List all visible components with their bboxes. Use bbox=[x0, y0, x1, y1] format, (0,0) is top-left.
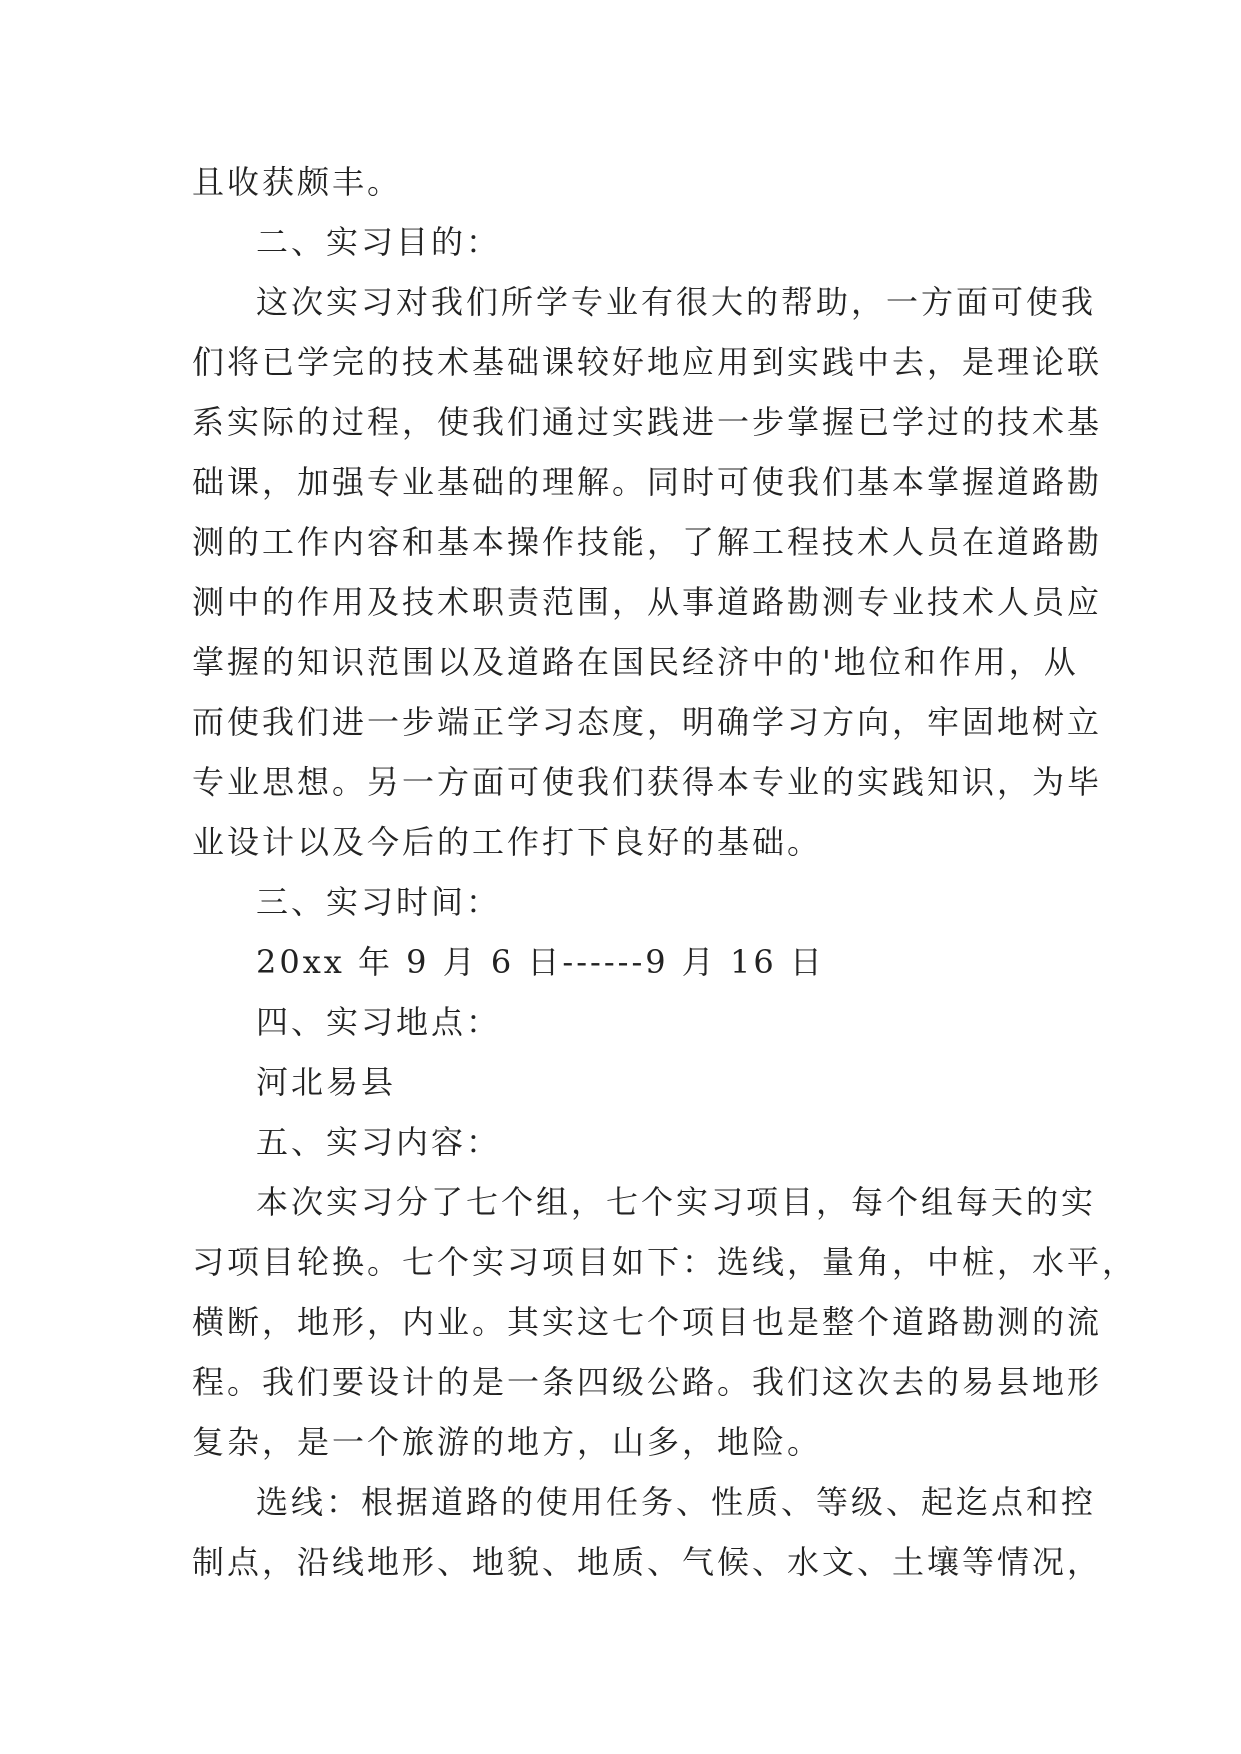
text-line: 程。我们要设计的是一条四级公路。我们这次去的易县地形 bbox=[192, 1363, 1103, 1401]
text-line: 选线：根据道路的使用任务、性质、等级、起迄点和控 bbox=[256, 1483, 1097, 1521]
text-line: 本次实习分了七个组，七个实习项目，每个组每天的实 bbox=[256, 1183, 1097, 1221]
section-heading-location: 四、实习地点： bbox=[256, 1003, 502, 1041]
text-line: 这次实习对我们所学专业有很大的帮助，一方面可使我 bbox=[256, 283, 1097, 321]
text-line: 专业思想。另一方面可使我们获得本专业的实践知识，为毕 bbox=[192, 763, 1103, 801]
internship-dates: 20xx 年 9 月 6 日------9 月 16 日 bbox=[256, 943, 825, 981]
text-line: 习项目轮换。七个实习项目如下：选线，量角，中桩，水平， bbox=[192, 1243, 1138, 1281]
document-body bbox=[192, 152, 1138, 1592]
section-heading-time: 三、实习时间： bbox=[256, 883, 502, 921]
section-heading-content: 五、实习内容： bbox=[256, 1123, 502, 1161]
text-line: 横断，地形，内业。其实这七个项目也是整个道路勘测的流 bbox=[192, 1303, 1103, 1341]
text-line: 们将已学完的技术基础课较好地应用到实践中去，是理论联 bbox=[192, 343, 1103, 381]
text-line: 础课，加强专业基础的理解。同时可使我们基本掌握道路勘 bbox=[192, 463, 1103, 501]
text-line: 掌握的知识范围以及道路在国民经济中的'地位和作用，从 bbox=[192, 643, 1079, 681]
text-line: 系实际的过程，使我们通过实践进一步掌握已学过的技术基 bbox=[192, 403, 1103, 441]
text-line: 复杂，是一个旅游的地方，山多，地险。 bbox=[192, 1423, 823, 1461]
text-line: 制点，沿线地形、地貌、地质、气候、水文、土壤等情况， bbox=[192, 1543, 1103, 1581]
text-line: 测中的作用及技术职责范围，从事道路勘测专业技术人员应 bbox=[192, 583, 1103, 621]
internship-location: 河北易县 bbox=[256, 1063, 397, 1101]
text-line: 业设计以及今后的工作打下良好的基础。 bbox=[192, 823, 823, 861]
text-line: 且收获颇丰。 bbox=[192, 163, 403, 201]
text-line: 测的工作内容和基本操作技能，了解工程技术人员在道路勘 bbox=[192, 523, 1103, 561]
section-heading-purpose: 二、实习目的： bbox=[256, 223, 502, 261]
text-line: 而使我们进一步端正学习态度，明确学习方向，牢固地树立 bbox=[192, 703, 1103, 741]
